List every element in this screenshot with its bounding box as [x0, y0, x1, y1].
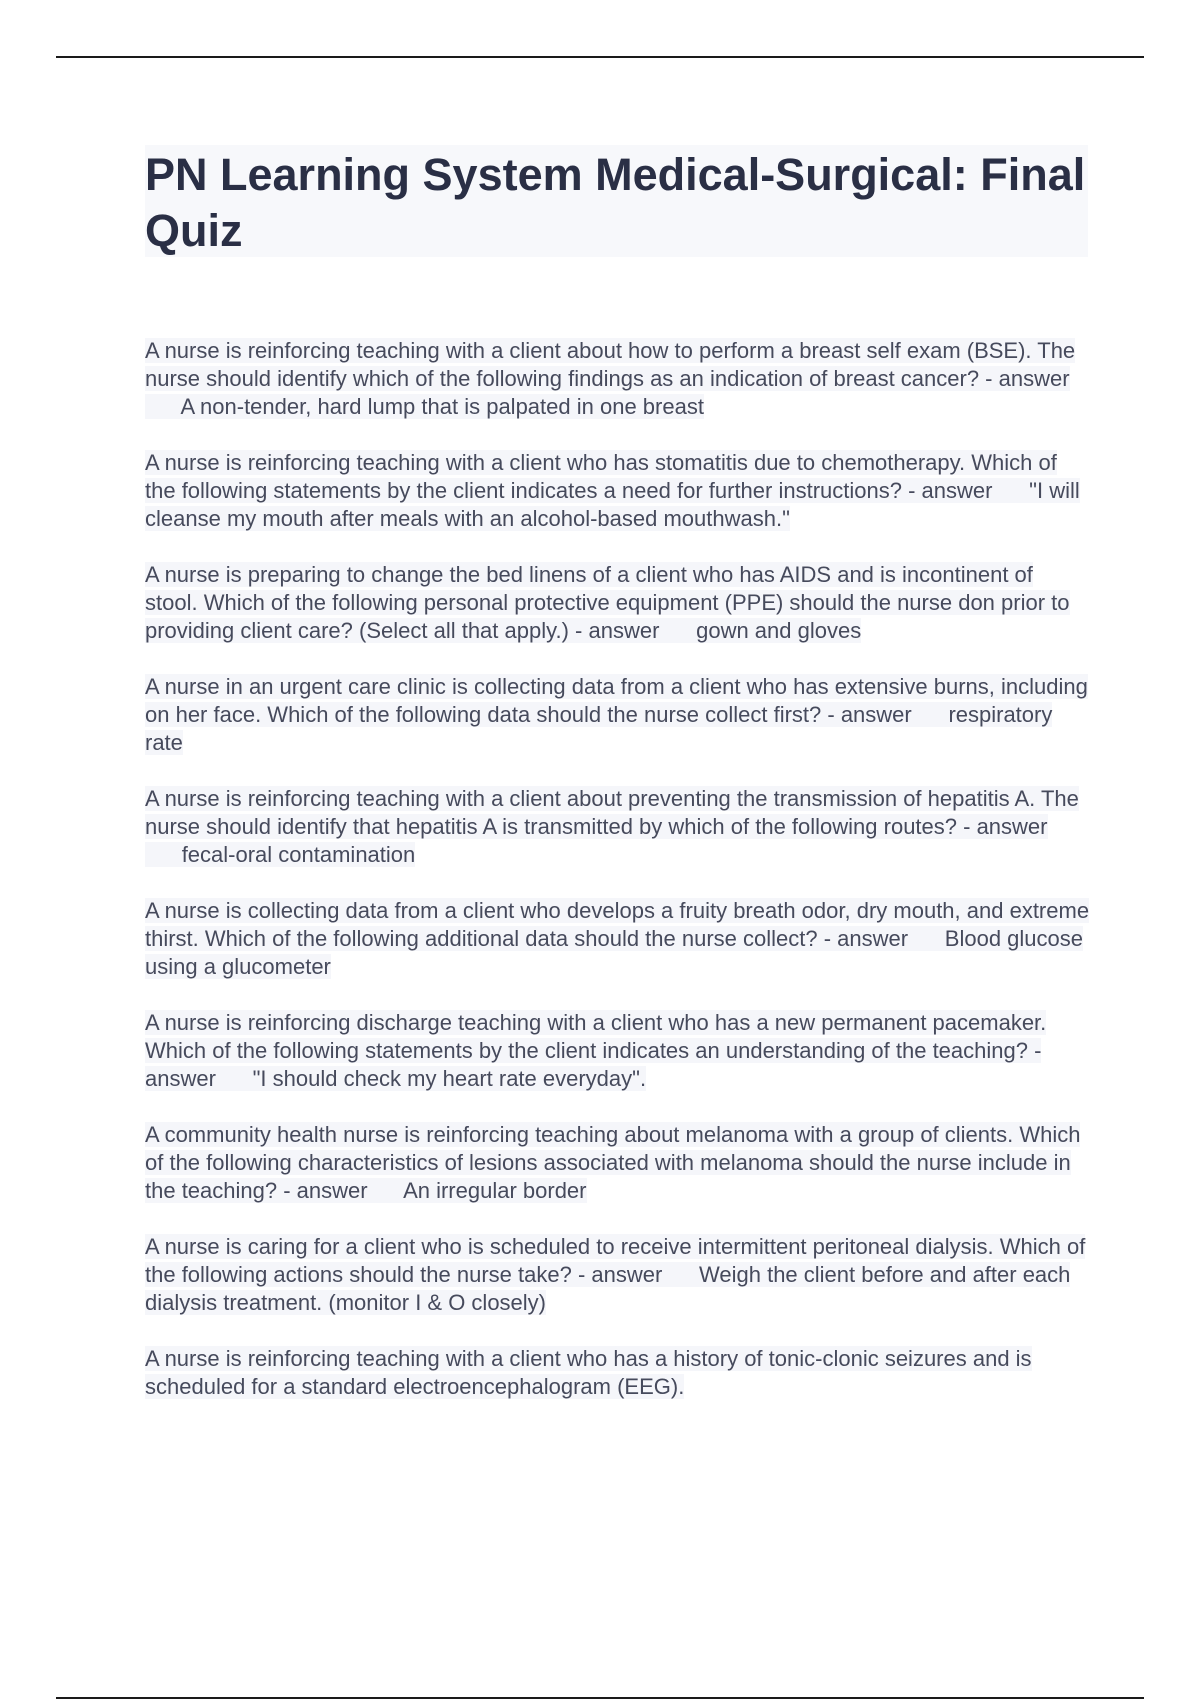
answer-separator: - answer	[957, 814, 1048, 839]
title-block	[145, 145, 1088, 257]
qa-item	[145, 673, 1090, 757]
qa-list	[145, 337, 1090, 1429]
answer-separator: - answer	[145, 1038, 1042, 1091]
answer-text: A non-tender, hard lump that is palpated in one breast	[180, 394, 704, 419]
question-text: A nurse is preparing to change the bed linens of a client who has AIDS and is incontinent of stool. Which of the following personal protective equipment (PPE) should the nurse don prior to providing client care? (Select all that apply.)	[145, 562, 1070, 643]
answer-text: Blood glucose using a glucometer	[145, 926, 1084, 979]
qa-item	[145, 561, 1090, 645]
answer-text: gown and gloves	[696, 618, 862, 643]
answer-separator: - answer	[979, 366, 1070, 391]
question-text: A community health nurse is reinforcing teaching about melanoma with a group of clients. Which of the following characteristics of lesions associated with melanoma should the nurse include in the teaching?	[145, 1122, 1081, 1203]
answer-text: "I will cleanse my mouth after meals with an alcohol-based mouthwash."	[145, 478, 1080, 531]
answer-separator: - answer	[568, 618, 660, 643]
question-text: A nurse is caring for a client who is scheduled to receive intermittent peritoneal dialysis. Which of the following actions should the nurse take?	[145, 1234, 1086, 1287]
question-text: A nurse is reinforcing teaching with a client who has a history of tonic-clonic seizures and is scheduled for a standard electroencephalogram (EEG).	[145, 1346, 1032, 1399]
answer-separator: - answer	[821, 702, 912, 727]
answer-text: Weigh the client before and after each dialysis treatment. (monitor I & O closely)	[145, 1262, 1071, 1315]
answer-text: respiratory rate	[145, 702, 1053, 755]
page-title: PN Learning System Medical-Surgical: Final Quiz	[145, 149, 1086, 256]
top-rule	[56, 56, 1144, 58]
answer-separator: - answer	[571, 1262, 663, 1287]
answer-text: An irregular border	[403, 1178, 587, 1203]
answer-separator: - answer	[817, 926, 909, 951]
question-text: A nurse is collecting data from a client who develops a fruity breath odor, dry mouth, and extreme thirst. Which of the following additional data should the nurse collect?	[145, 898, 1090, 951]
answer-text: "I should check my heart rate everyday".	[252, 1066, 647, 1091]
qa-item	[145, 1233, 1090, 1317]
answer-separator: - answer	[277, 1178, 368, 1203]
question-text: A nurse is reinforcing discharge teaching with a client who has a new permanent pacemaker. Which of the following statements by the client indicates an understanding of the teaching?	[145, 1010, 1047, 1063]
bottom-rule	[56, 1697, 1144, 1699]
question-text: A nurse is reinforcing teaching with a client about how to perform a breast self exam (BSE). The nurse should identify which of the following findings as an indication of breast cancer?	[145, 338, 1076, 391]
question-text: A nurse is reinforcing teaching with a client about preventing the transmission of hepatitis A. The nurse should identify that hepatitis A is transmitted by which of the following routes?	[145, 786, 1079, 839]
question-text: A nurse in an urgent care clinic is collecting data from a client who has extensive burns, including on her face. Which of the following data should the nurse collect first?	[145, 674, 1088, 727]
qa-item	[145, 1121, 1090, 1205]
qa-item	[145, 897, 1090, 981]
qa-item	[145, 449, 1090, 533]
question-text: A nurse is reinforcing teaching with a client who has stomatitis due to chemotherapy. Which of the following statements by the client indicates a need for further instructions?	[145, 450, 1057, 503]
qa-item	[145, 785, 1090, 869]
answer-separator: - answer	[901, 478, 993, 503]
answer-text: fecal-oral contamination	[181, 842, 416, 867]
qa-item-trailing	[145, 1345, 1090, 1401]
qa-item	[145, 337, 1090, 421]
qa-item	[145, 1009, 1090, 1093]
